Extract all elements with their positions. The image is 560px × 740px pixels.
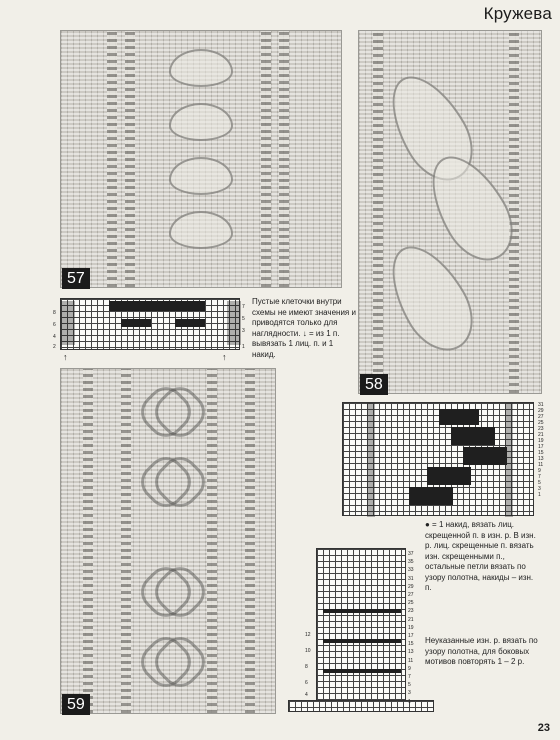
knitting-chart-57 [60, 298, 240, 350]
row-number: 33 [408, 567, 414, 574]
arrow-up-icon: ↑ [222, 352, 227, 362]
swatch-photo-59 [60, 368, 276, 714]
row-number: 3 [538, 486, 541, 492]
row-number: 19 [538, 438, 544, 444]
row-number: 9 [408, 665, 411, 672]
row-number: 6 [53, 322, 56, 328]
row-number: 31 [408, 575, 414, 582]
row-number: 1 [408, 698, 411, 705]
pattern-number-59: 59 [62, 694, 90, 715]
row-number: 27 [408, 592, 414, 599]
row-number: 11 [538, 462, 544, 468]
row-number: 4 [305, 692, 308, 698]
row-number: 7 [242, 304, 245, 310]
row-number: 15 [408, 641, 414, 648]
row-number: 13 [538, 456, 544, 462]
row-number: 17 [408, 633, 414, 640]
row-number: 7 [538, 474, 541, 480]
row-number: 3 [242, 328, 245, 334]
row-number: 8 [305, 664, 308, 670]
row-number: 8 [53, 310, 56, 316]
row-number: 21 [538, 432, 544, 438]
swatch-photo-57 [60, 30, 342, 288]
pattern-number-57: 57 [62, 268, 90, 289]
row-number: 1 [538, 492, 541, 498]
row-number: 9 [538, 468, 541, 474]
knitting-chart-58 [342, 402, 534, 516]
note-57: Пустые клеточки внутри схемы не имеют значения и приводятся только для наглядности. ↓ = из 1 п. вывязать 1 лиц. п. и 1 накид. [252, 297, 356, 359]
chart-59-row-numbers [408, 550, 418, 706]
row-number: 29 [538, 408, 544, 414]
row-number: 2 [53, 344, 56, 350]
knitting-chart-59-center [316, 548, 406, 708]
row-number: 3 [408, 690, 411, 697]
row-number: 4 [53, 334, 56, 340]
row-number: 37 [408, 551, 414, 557]
row-number: 7 [408, 674, 411, 681]
row-number: 23 [538, 426, 544, 432]
row-number: 17 [538, 444, 544, 450]
chart-57-row-numbers [242, 304, 248, 352]
row-number: 29 [408, 583, 414, 590]
page-number: 23 [537, 722, 550, 734]
row-number: 21 [408, 616, 414, 623]
pattern-number-58: 58 [360, 374, 388, 395]
row-number: 31 [538, 402, 544, 408]
note-58: ● = 1 накид, вязать лиц. скрещенной п. в изн. р. В изн. р. лиц. скрещенные п. вязать изн. скрещенными п., остальные петли вязать по узору полотна, накиды – изн. п. [425, 520, 536, 592]
row-number: 11 [408, 657, 414, 664]
arrow-up-icon: ↑ [63, 352, 68, 362]
row-number: 15 [538, 450, 544, 456]
row-number: 25 [538, 420, 544, 426]
note-59: Неуказанные изн. р. вязать по узору полотна, для боковых мотивов повторять 1 – 2 р. [425, 636, 538, 666]
row-number: 10 [305, 648, 311, 654]
chart-58-row-numbers [538, 402, 550, 498]
row-number: 5 [242, 316, 245, 322]
row-number: 5 [408, 682, 411, 689]
row-number: 5 [538, 480, 541, 486]
page-title: Кружева [483, 4, 552, 23]
row-number: 25 [408, 600, 414, 607]
swatch-photo-58 [358, 30, 542, 394]
row-number: 1 [242, 344, 245, 350]
row-number: 27 [538, 414, 544, 420]
row-number: 19 [408, 624, 414, 631]
row-number: 35 [408, 559, 414, 566]
row-number: 23 [408, 608, 414, 615]
row-number: 13 [408, 649, 414, 656]
chart-57-left-numbers [53, 304, 59, 352]
row-number: 12 [305, 632, 311, 638]
row-number: 6 [305, 680, 308, 686]
